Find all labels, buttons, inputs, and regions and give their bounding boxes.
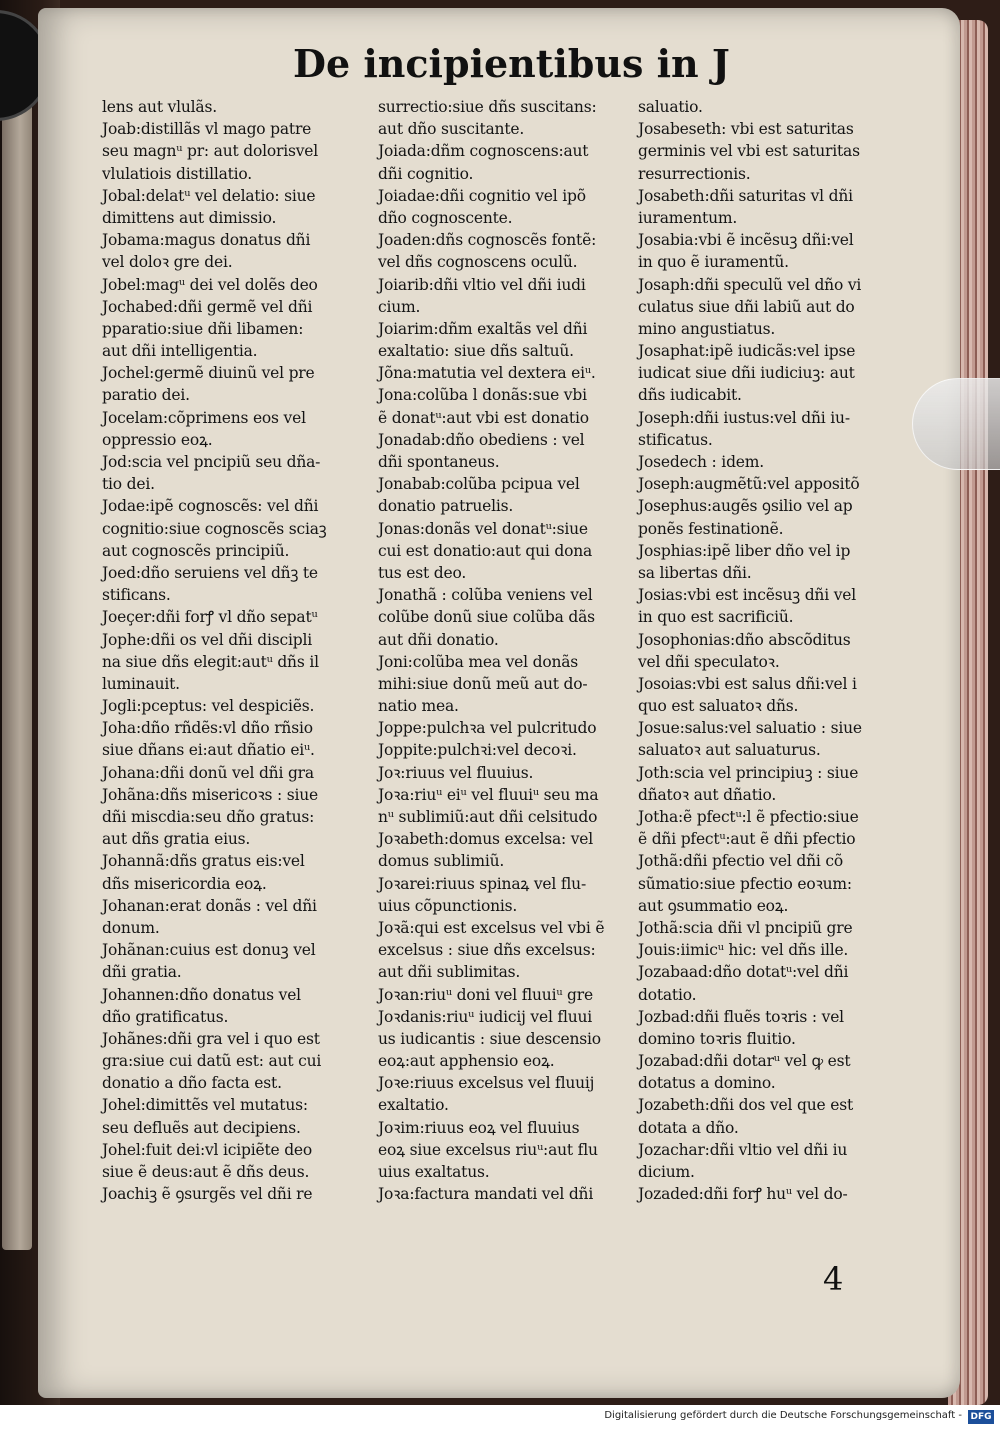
text-line: colũbe donũ siue colũba dãs — [378, 608, 595, 627]
text-line: Johanan:erat donãs : vel dñi — [102, 896, 317, 915]
text-line: vel doloꝛ gre dei. — [102, 253, 233, 272]
text-line: Joab:distillãs vl mago patre — [102, 120, 312, 139]
text-line: vlulatiois distillatio. — [102, 164, 252, 183]
text-line: Joꝛan:riuᵘ doni vel fluuiᵘ gre — [378, 985, 593, 1004]
text-line: dimittens aut dimissio. — [102, 208, 277, 227]
text-line: Joppite:pulchꝛi:vel decoꝛi. — [378, 741, 577, 760]
book-clip-right — [912, 378, 1000, 470]
facing-page-edge — [2, 90, 32, 1250]
text-line: pparatio:siue dñi libamen: — [102, 319, 304, 338]
text-line: Joꝛa:factura mandati vel dñi — [378, 1185, 594, 1204]
text-line: Johannen:dño donatus vel — [102, 985, 301, 1004]
text-line: siue dñans ei:aut dñatio eiᵘ. — [102, 741, 315, 760]
text-line: dño gratificatus. — [102, 1007, 229, 1026]
text-line: Jophe:dñi os vel dñi discipli — [102, 630, 312, 649]
text-line: mino angustiatus. — [638, 319, 776, 338]
text-line: tus est deo. — [378, 563, 467, 582]
text-line: vel dñs cognoscens oculũ. — [378, 253, 578, 272]
text-line: Jocelam:cõprimens eos vel — [102, 408, 306, 427]
text-line: Jodae:ipẽ cognoscẽs: vel dñi — [102, 497, 319, 516]
text-line: cognitio:siue cognoscẽs sciaꝫ — [102, 519, 327, 538]
text-line: domus sublimiũ. — [378, 852, 505, 871]
text-line: Johãnan:cuius est donuꝫ vel — [102, 941, 316, 960]
text-line: Joseph:dñi iustus:vel dñi iu- — [638, 408, 850, 427]
text-line: Joiarib:dñi vltio vel dñi iudi — [378, 275, 586, 294]
text-line: Joꝛarei:riuus spinaꝝ vel flu- — [378, 874, 586, 893]
text-line: Jozachar:dñi vltio vel dñi iu — [638, 1140, 848, 1159]
text-line: Jogli:pceptus: vel despiciẽs. — [102, 697, 315, 716]
text-line: Joiada:dñm cognoscens:aut — [378, 142, 589, 161]
text-line: siue ẽ deus:aut ẽ dñs deus. — [102, 1163, 310, 1181]
text-line: Jozabaad:dño dotatᵘ:vel dñi — [638, 963, 849, 982]
text-line: Joaden:dñs cognoscẽs fontẽ: — [378, 231, 597, 250]
text-line: dñi cognitio. — [378, 164, 474, 183]
text-line: ẽ donatᵘ:aut vbi est donatio — [378, 408, 589, 427]
book-page — [38, 8, 960, 1398]
text-line: dñi spontaneus. — [378, 453, 500, 471]
text-line: dicium. — [638, 1163, 695, 1181]
text-line: tio dei. — [102, 475, 155, 494]
text-line: uius cõpunctionis. — [378, 896, 518, 915]
footer-bar — [0, 1405, 1000, 1429]
text-line: Jothã:scia dñi vl pncipiũ gre — [638, 918, 853, 937]
text-line: dñs iudicabit. — [638, 386, 742, 405]
text-line: cium. — [378, 297, 421, 316]
text-line: aut cognoscẽs principiũ. — [102, 541, 290, 560]
text-line: vel dñi speculatoꝛ. — [638, 652, 780, 671]
text-line: seu magnᵘ pr: aut dolorisvel — [102, 142, 319, 161]
text-line: lens aut vlulãs. — [102, 98, 217, 116]
text-line: Johannã:dñs gratus eis:vel — [102, 852, 305, 871]
text-line: Joha:dño rñdẽs:vl dño rñsio — [102, 719, 313, 738]
text-line: stificans. — [102, 586, 171, 605]
text-line: Josephus:augẽs ꝯsilio vel ap — [638, 497, 853, 516]
text-line: donum. — [102, 918, 160, 937]
text-line: quo est saluatoꝛ dñs. — [638, 697, 799, 716]
text-line: iudicat siue dñi iudiciuꝫ: aut — [638, 364, 855, 383]
text-line: Joachiꝫ ẽ ꝯsurgẽs vel dñi re — [102, 1185, 313, 1204]
text-line: gra:siue cui datũ est: aut cui — [102, 1052, 322, 1071]
text-line: Jochabed:dñi germẽ vel dñi — [102, 297, 313, 316]
text-line: mihi:siue donũ meũ aut do- — [378, 674, 588, 693]
text-line: Jozabeth:dñi dos vel que est — [638, 1096, 853, 1115]
text-line: oppressio eoꝝ. — [102, 430, 213, 449]
text-line: cui est donatio:aut qui dona — [378, 541, 593, 560]
text-line: Josabeth:dñi saturitas vl dñi — [638, 186, 853, 205]
text-line: Josaph:dñi speculũ vel dño vi — [638, 275, 862, 294]
text-line: aut dñs gratia eius. — [102, 830, 251, 849]
page-number: 4 — [823, 1260, 844, 1298]
text-line: nᵘ sublimiũ:aut dñi celsitudo — [378, 808, 598, 826]
text-line: Johãnes:dñi gra vel i quo est — [102, 1029, 320, 1048]
text-line: dotata a dño. — [638, 1118, 739, 1137]
text-line: Jozaded:dñi forꝭ huᵘ vel do- — [638, 1185, 848, 1204]
text-line: Jozbad:dñi fluẽs toꝛris : vel — [638, 1007, 844, 1026]
text-line: stificatus. — [638, 430, 713, 449]
text-line: us iudicantis : siue descensio — [378, 1029, 601, 1048]
text-line: in quo ẽ iuramentũ. — [638, 253, 789, 272]
text-line: paratio dei. — [102, 386, 190, 405]
text-line: Josedech : idem. — [638, 453, 764, 471]
text-line: Jouis:iimicᵘ hic: vel dñs ille. — [638, 941, 849, 960]
footer-credit: Digitalisierung gefördert durch die Deutsche Forschungsgemeinschaft - — [604, 1410, 962, 1421]
text-line: Joed:dño seruiens vel dñꝫ te — [102, 563, 318, 582]
text-line: Johana:dñi donũ vel dñi gra — [102, 763, 314, 782]
text-line: Jõna:matutia vel dextera eiᵘ. — [378, 364, 596, 383]
text-line: dñi miscdia:seu dño gratus: — [102, 808, 315, 826]
text-line: excelsus : siue dñs excelsus: — [378, 941, 596, 960]
text-line: Joꝛ:riuus vel fluuius. — [378, 763, 534, 782]
text-line: Jozabad:dñi dotarᵘ vel ꝙ est — [638, 1052, 851, 1071]
text-line: dñs misericordia eoꝝ. — [102, 874, 267, 893]
text-line: Josphias:ipẽ liber dño vel ip — [638, 541, 851, 560]
text-line: Joeçer:dñi forꝭ vl dño sepatᵘ — [102, 608, 318, 627]
text-line: Joꝛdanis:riuᵘ iudicij vel fluui — [378, 1007, 593, 1026]
text-line: dotatus a domino. — [638, 1074, 776, 1093]
text-line: Josoias:vbi est salus dñi:vel i — [638, 674, 857, 693]
text-line: Josabeseth: vbi est saturitas — [638, 120, 854, 139]
text-line: Johãna:dñs misericoꝛs : siue — [102, 785, 319, 804]
text-line: germinis vel vbi est saturitas — [638, 142, 860, 161]
text-line: dñi gratia. — [102, 963, 182, 982]
text-line: Joseph:augmẽtũ:vel appositõ — [638, 475, 860, 494]
text-line: resurrectionis. — [638, 164, 751, 183]
text-line: eoꝝ siue excelsus riuᵘ:aut flu — [378, 1140, 598, 1159]
text-line: Jonabab:colũba pcipua vel — [378, 475, 580, 494]
text-line: Joppe:pulchꝛa vel pulcritudo — [378, 719, 597, 738]
text-line: Josaphat:ipẽ iudicãs:vel ipse — [638, 342, 856, 361]
dfg-logo: DFG — [968, 1410, 994, 1424]
text-line: saluatio. — [638, 98, 703, 116]
page-heading: De incipientibus in J — [293, 41, 730, 86]
text-line: Jonathã : colũba veniens vel — [378, 586, 593, 605]
text-line: aut dñi sublimitas. — [378, 963, 521, 982]
text-line: Joꝛe:riuus excelsus vel fluuij — [378, 1074, 595, 1093]
text-line: ẽ dñi pfectᵘ:aut ẽ dñi pfectio — [638, 830, 856, 849]
text-line: Jobama:magus donatus dñi — [102, 231, 311, 250]
text-line: ponẽs festinationẽ. — [638, 519, 784, 538]
text-column-1 — [102, 96, 364, 1205]
text-line: Jotha:ẽ pfectᵘ:l ẽ pfectio:siue — [638, 808, 859, 826]
text-line: Josabia:vbi ẽ incẽsuꝫ dñi:vel — [638, 231, 854, 250]
text-line: Josophonias:dño abscõditus — [638, 630, 851, 649]
text-line: Jochel:germẽ diuinũ vel pre — [102, 364, 315, 383]
text-line: natio mea. — [378, 697, 459, 716]
text-line: Joꝛabeth:domus excelsa: vel — [378, 830, 594, 849]
text-line: exaltatio: siue dñs saltuũ. — [378, 342, 574, 361]
text-line: dño cognoscente. — [378, 208, 513, 227]
text-line: saluatoꝛ aut saluaturus. — [638, 741, 821, 760]
text-line: aut dñi donatio. — [378, 630, 499, 649]
text-line: donatio a dño facta est. — [102, 1074, 282, 1093]
text-line: seu defluẽs aut decipiens. — [102, 1118, 301, 1137]
text-line: surrectio:siue dñs suscitans: — [378, 98, 597, 116]
text-line: dñatoꝛ aut dñatio. — [638, 785, 777, 804]
text-line: Joiadae:dñi cognitio vel ipõ — [378, 186, 586, 205]
text-line: Jona:colũba l donãs:sue vbi — [378, 386, 587, 405]
text-column-2 — [378, 96, 640, 1205]
text-line: na siue dñs elegit:autᵘ dñs il — [102, 652, 319, 671]
text-line: sa libertas dñi. — [638, 563, 752, 582]
text-line: Joiarim:dñm exaltãs vel dñi — [378, 319, 588, 338]
text-line: Jod:scia vel pncipiũ seu dña- — [102, 453, 321, 471]
text-line: Johel:dimittẽs vel mutatus: — [102, 1096, 308, 1115]
text-line: Jonas:donãs vel donatᵘ:siue — [378, 519, 588, 538]
text-line: aut dño suscitante. — [378, 120, 525, 139]
text-line: Jonadab:dño obediens : vel — [378, 430, 585, 449]
text-column-3 — [638, 96, 900, 1205]
text-line: Joꝛã:qui est excelsus vel vbi ẽ — [378, 918, 605, 937]
text-line: Joꝛa:riuᵘ eiᵘ vel fluuiᵘ seu ma — [378, 785, 599, 804]
text-line: domino toꝛris fluitio. — [638, 1029, 796, 1048]
text-line: Jobel:magᵘ dei vel dolẽs deo — [102, 275, 318, 294]
text-line: luminauit. — [102, 674, 180, 693]
text-line: aut dñi intelligentia. — [102, 342, 258, 361]
text-line: sũmatio:siue pfectio eoꝛum: — [638, 874, 852, 893]
text-line: Jobal:delatᵘ vel delatio: siue — [102, 186, 316, 205]
text-line: Josias:vbi est incẽsuꝫ dñi vel — [638, 586, 856, 605]
text-line: Jothã:dñi pfectio vel dñi cõ — [638, 852, 843, 871]
text-line: in quo est sacrificiũ. — [638, 608, 794, 627]
text-line: Joth:scia vel principiuꝫ : siue — [638, 763, 859, 782]
text-line: eoꝝ:aut apphensio eoꝝ. — [378, 1052, 555, 1071]
text-line: dotatio. — [638, 985, 697, 1004]
text-line: iuramentum. — [638, 208, 738, 227]
text-line: culatus siue dñi labiũ aut do — [638, 297, 855, 316]
text-line: Josue:salus:vel saluatio : siue — [638, 719, 862, 738]
text-line: Johel:fuit dei:vl icipiẽte deo — [102, 1140, 313, 1159]
text-line: uius exaltatus. — [378, 1163, 490, 1181]
text-line: exaltatio. — [378, 1096, 449, 1115]
text-line: donatio patruelis. — [378, 497, 514, 516]
text-line: Joꝛim:riuus eoꝝ vel fluuius — [378, 1118, 580, 1137]
text-line: aut ꝯsummatio eoꝝ. — [638, 896, 789, 915]
text-line: Joni:colũba mea vel donãs — [378, 652, 579, 671]
